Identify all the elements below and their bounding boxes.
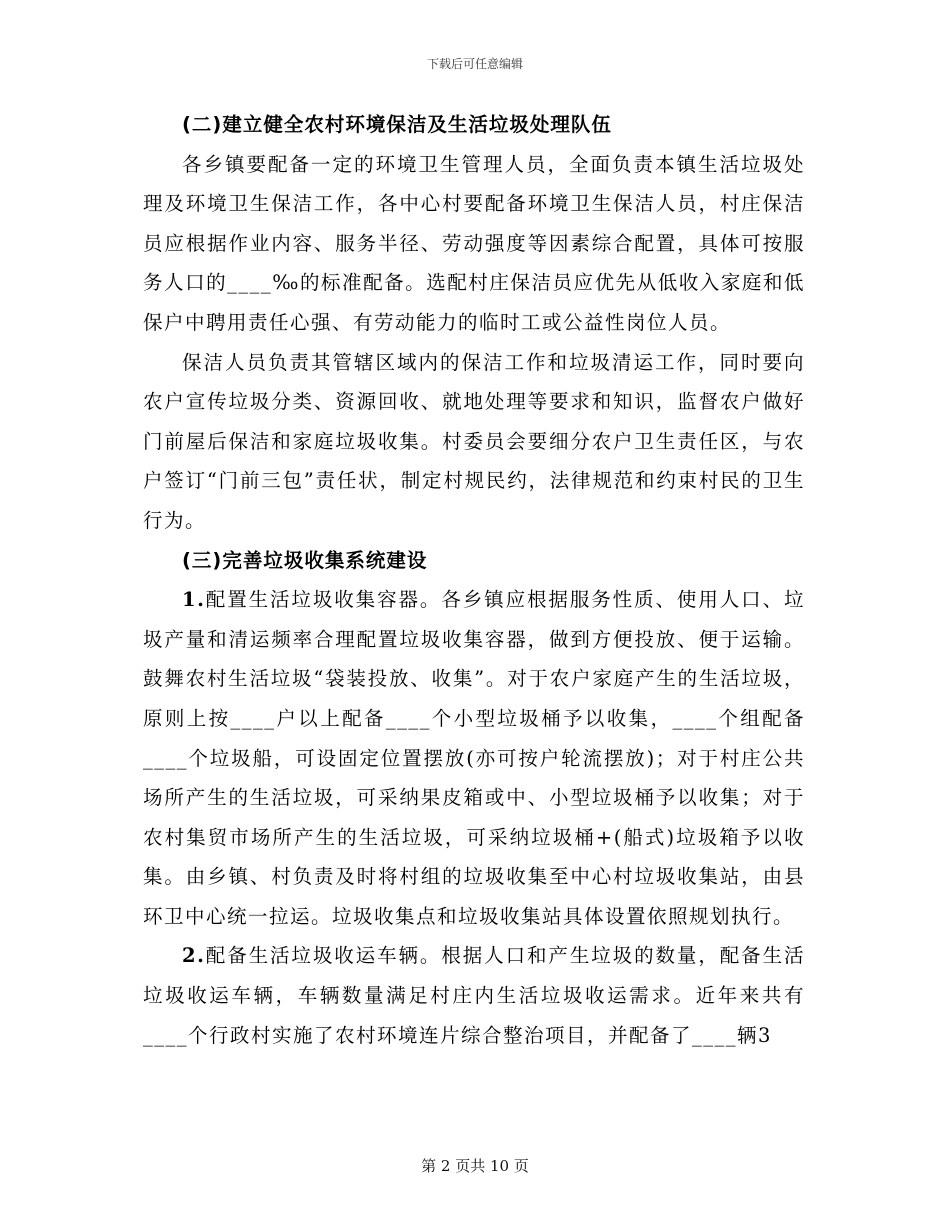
header-note: 下载后可任意编辑 [426,57,523,71]
document-body [143,105,805,1055]
page-footer: 第 2 页共 10 页 [421,1157,529,1175]
list-item-2-text: 配备生活垃圾收运车辆。根据人口和产生垃圾的数量，配备生活垃圾收运车辆，车辆数量满足村庄内生活垃圾收运需求。近年来共有____个行政村实施了农村环境连片综合整治项目，并配备了____辆3 [143,944,805,1047]
list-item-1-text: 配置生活垃圾收集容器。各乡镇应根据服务性质、使用人口、垃圾产量和清运频率合理配置垃圾收集容器，做到方便投放、便于运输。鼓舞农村生活垃圾“袋装投放、收集”。对于农户家庭产生的生活垃圾，原则上按____户以上配备____个小型垃圾桶予以收集，____个组配备____个垃圾船，可设固定位置摆放(亦可按户轮流摆放)；对于村庄公共场所产生的生活垃圾，可采纳果皮箱或中、小型垃圾桶予以收集；对于农村集贸市场所产生的生活垃圾，可采纳垃圾桶+(船式)垃圾箱予以收集。由乡镇、村负责及时将村组的垃圾收集至中心村垃圾收集站，由县环卫中心统一拉运。垃圾收集点和垃圾收集站具体设置依照规划执行。 [143,588,805,928]
paragraph-staffing: 各乡镇要配备一定的环境卫生管理人员，全面负责本镇生活垃圾处理及环境卫生保洁工作，各中心村要配备环境卫生保洁人员，村庄保洁员应根据作业内容、服务半径、劳动强度等因素综合配置，具体可按服务人口的____‰的标准配备。选配村庄保洁员应优先从低收入家庭和低保户中聘用责任心强、有劳动能力的临时工或公益性岗位人员。 [143,152,805,334]
list-item-1-number: 1. [182,588,206,612]
section-heading-3: (三)完善垃圾收集系统建设 [182,548,428,572]
section-heading-2: (二)建立健全农村环境保洁及生活垃圾处理队伍 [182,113,612,136]
list-item-1 [143,580,805,936]
list-item-2 [143,936,805,1055]
list-item-2-number: 2. [182,944,206,968]
paragraph-cleaner-duties: 保洁人员负责其管辖区域内的保洁工作和垃圾清运工作，同时要向农户宣传垃圾分类、资源回收、就地处理等要求和知识，监督农户做好门前屋后保洁和家庭垃圾收集。村委员会要细分农户卫生责任区，与农户签订“门前三包”责任状，制定村规民约，法律规范和约束村民的卫生行为。 [143,350,805,532]
